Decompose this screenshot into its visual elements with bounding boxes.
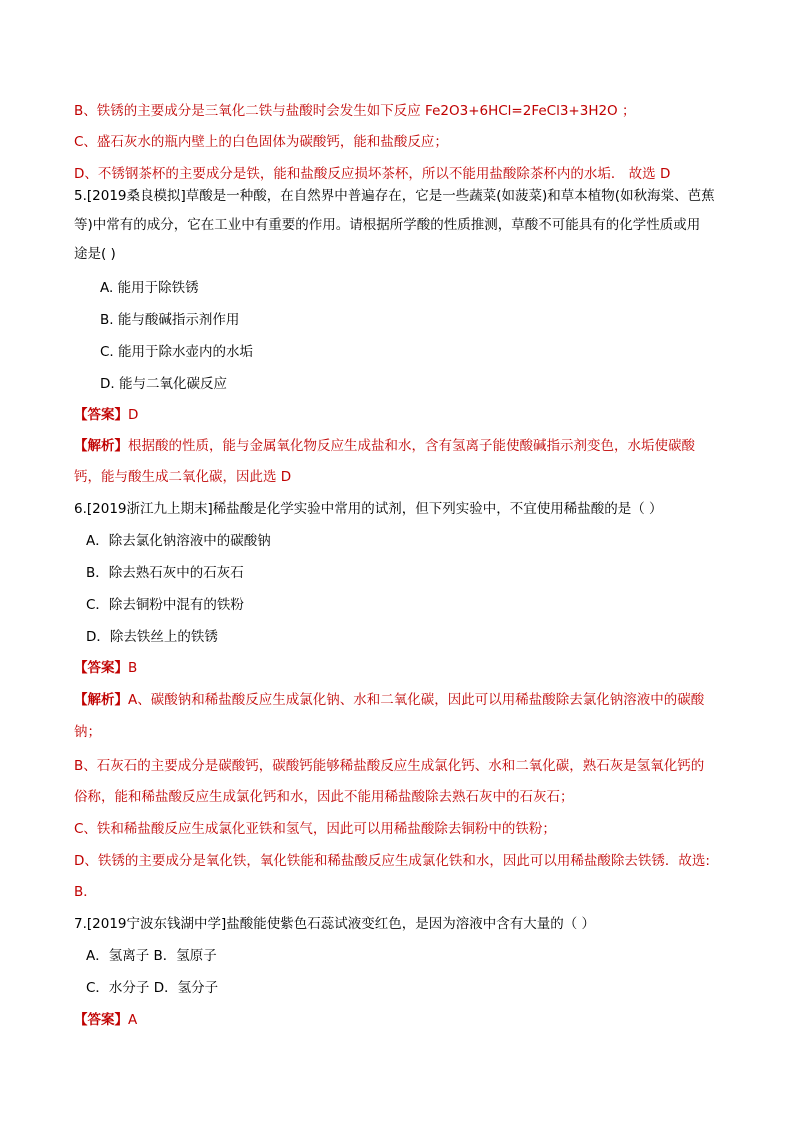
answer-tag: 【答案】 <box>74 407 128 423</box>
question-5-option-a: A. 能用于除铁锈 <box>100 280 199 296</box>
question-6-option-a: A．除去氯化钠溶液中的碳酸钠 <box>86 533 271 549</box>
question-6-analysis-line-2: 钠； <box>74 724 101 740</box>
question-7-options-cd: C．水分子 D．氢分子 <box>86 980 219 996</box>
question-6-option-c: C．除去铜粉中混有的铁粉 <box>86 597 244 613</box>
question-6-stem: 6.[2019浙江九上期末]稀盐酸是化学实验中常用的试剂，但下列实验中，不宜使用稀盐酸的是（ ） <box>74 501 663 517</box>
question-5-option-c: C. 能用于除水壶内的水垢 <box>100 344 254 360</box>
answer-value: D <box>128 407 139 423</box>
question-5-stem-line-1: 5.[2019桑良模拟]草酸是一种酸，在自然界中普遍存在，它是一些蔬菜(如菠菜)和草本植物(如秋海棠、芭蕉 <box>74 188 715 204</box>
question-6-analysis-line-7: B． <box>74 884 97 900</box>
question-5-stem-line-2: 等)中常有的成分，它在工业中有重要的作用。请根据所学酸的性质推测，草酸不可能具有的化学性质或用 <box>74 217 701 233</box>
question-6-answer <box>74 658 137 678</box>
question-6-option-d: D．除去铁丝上的铁锈 <box>86 629 218 645</box>
question-5-stem-line-3: 途是( ) <box>74 246 116 262</box>
question-5-option-d: D. 能与二氧化碳反应 <box>100 376 227 392</box>
question-7-stem: 7.[2019宁波东钱湖中学]盐酸能使紫色石蕊试液变红色，是因为溶液中含有大量的（ ） <box>74 916 596 932</box>
answer-value: B <box>128 660 138 676</box>
answer-value: A <box>128 1012 138 1028</box>
explanation-line-d: D、不锈钢茶杯的主要成分是铁，能和盐酸反应损坏茶杯，所以不能用盐酸除茶杯内的水垢． 故选 D <box>74 166 671 182</box>
analysis-tag: 【解析】 <box>74 438 128 454</box>
question-6-analysis-line-1 <box>74 690 704 710</box>
question-6-analysis-line-6: D、铁锈的主要成分是氧化铁，氧化铁能和稀盐酸反应生成氯化铁和水，因此可以用稀盐酸除去铁锈．故选: <box>74 853 710 869</box>
answer-tag: 【答案】 <box>74 1012 128 1028</box>
question-5-option-b: B. 能与酸碱指示剂作用 <box>100 312 240 328</box>
analysis-tag: 【解析】 <box>74 692 128 708</box>
question-6-option-b: B．除去熟石灰中的石灰石 <box>86 565 244 581</box>
answer-tag: 【答案】 <box>74 660 128 676</box>
explanation-line-b: B、铁锈的主要成分是三氧化二铁与盐酸时会发生如下反应 Fe2O3+6HCl=2FeCl3+3H2O ； <box>74 103 636 119</box>
question-7-options-ab: A．氢离子 B．氢原子 <box>86 948 217 964</box>
analysis-text: 根据酸的性质，能与金属氧化物反应生成盐和水，含有氢离子能使酸碱指示剂变色，水垢使碳酸 <box>128 438 695 454</box>
question-6-analysis-line-4: 俗称，能和稀盐酸反应生成氯化钙和水，因此不能用稀盐酸除去熟石灰中的石灰石； <box>74 789 574 805</box>
question-6-analysis-line-3: B、石灰石的主要成分是碳酸钙，碳酸钙能够稀盐酸反应生成氯化钙、水和二氧化碳，熟石灰是氢氧化钙的 <box>74 758 705 774</box>
question-5-analysis-line-1 <box>74 436 695 456</box>
question-5-analysis-line-2: 钙，能与酸生成二氧化碳，因此选 D <box>74 469 292 485</box>
question-6-analysis-line-5: C、铁和稀盐酸反应生成氯化亚铁和氢气，因此可以用稀盐酸除去铜粉中的铁粉； <box>74 821 556 837</box>
question-7-answer <box>74 1010 137 1030</box>
question-5-answer <box>74 405 138 425</box>
analysis-text: A、碳酸钠和稀盐酸反应生成氯化钠、水和二氧化碳，因此可以用稀盐酸除去氯化钠溶液中的碳酸 <box>128 692 705 708</box>
explanation-line-c: C、盛石灰水的瓶内壁上的白色固体为碳酸钙，能和盐酸反应； <box>74 134 448 150</box>
